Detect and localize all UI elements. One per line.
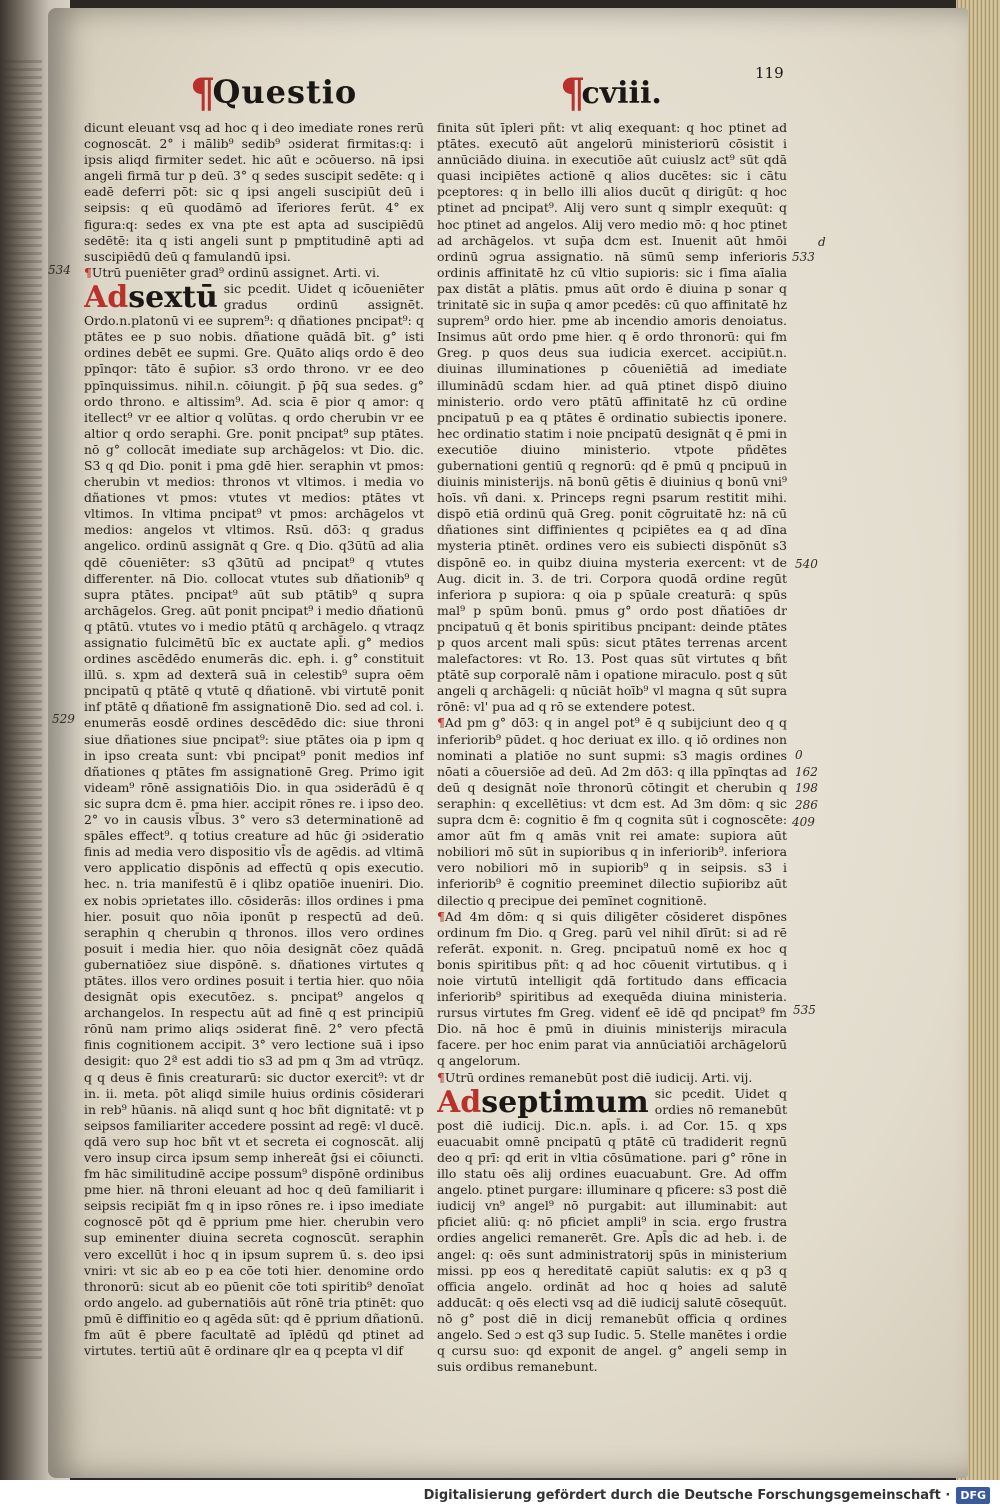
article-heading-text: Utrū pueniēter grad⁹ ordinū assignet. Arti. vi.: [91, 264, 380, 280]
margin-note-534: 534: [48, 263, 71, 277]
running-title-left-text: Questio: [212, 73, 358, 111]
margin-note-535: 535: [793, 1003, 816, 1017]
article-heading-text: Utrū ordines remanebūt post diē iudicij. Arti. vij.: [444, 1069, 753, 1085]
paragraph-text: Ad pm g° dō3: q in angel pot⁹ ē q subijciunt deo q q inferiorib⁹ pūdet. q hoc deriuat ex illo. q iō ordines non nominati a platiōe no sunt supmi: s3 magis ordines nōati a cōuersiōe ad deū. Ad 2m dō3: q illa ppīnqtas ad deū q designāt noīe thronorū cōtingit et cherubin q seraphin: q excellētius: vt dcm est. Ad 3m dōm: q sic supra dcm ē: cognitio ē fm q cognita sūt i cognoscēte: amor aūt fm q amās vnit rei amate: supiora aūt nobiliori mō sūt in supioribus q in inferiorib⁹. inferiora vero nobiliori mō in supiorib⁹ q in seipsis. s3 i inferiorib⁹ ē cognitio preeminet dilectio sup̄ioribz aūt dilectio q precipue dei pemīnet cognitionē.: [437, 715, 787, 908]
paragraph-mark-icon: ¶: [84, 264, 92, 280]
paragraph-text: sic pcedit. Uidet q ordies nō remanebūt post diē iudicij. Dic.n. apl̄s. i. ad Cor. 15. q xps euacuabit omnē pncipatū q ptātē cū tradiderit regnū deo q prī: qd erit in vltia cōsūmatione. pari g° rōne in illo statu oēs alij ordines euacuabunt. Gre. Ad offm angelo. ptinet purgare: illuminare q pficere: s3 post diē iudicij vn⁹ angel⁹ nō purgabit: aut illuminabit: aut pficiet aliū: q: nō pficiet ampli⁹ in scia. ergo frustra ordies angelici remanerēt. Gre. Apl̄s dic ad heb. i. de angel: q: oēs sunt administratorij spūs in ministerium missi. pp eos q hereditatē capiūt salutis: ex q p3 q officia angelo. ordināt ad hoc q hoies ad salutē adducāt: q oēs electi vsq ad diē iudicij salutē cōsequūt. nō g° post diē in dicij remanebūt officia q ordines angelo. Sed ɔ est q3 sup Iudic. 5. Stelle manētes i ordie q cursu suo: qd exponit de angel. g° angeli semp in suis ordibus remanebunt.: [437, 1085, 787, 1375]
margin-note-0: 0: [795, 748, 803, 762]
footer-credit: Digitalisierung gefördert durch die Deutsche Forschungsgemeinschaft ·: [423, 1487, 951, 1503]
margin-note-198: 198: [795, 781, 818, 795]
pilcrow-icon: ¶: [190, 70, 217, 117]
margin-note-286: 286: [795, 798, 818, 812]
folio-number: 119: [755, 64, 784, 82]
article-heading: [437, 1070, 787, 1086]
digitization-footer: [0, 1480, 1000, 1510]
paragraph: dicunt eleuant vsq ad hoc q i deo imediate rones rerū cognoscāt. 2° i mālib⁹ sedib⁹ ɔsiderat firmitas:q: i ipsis aliqd firmiter sedet. hic aūt e ɔcōuerso. nā ipsi angeli firmā tur p deū. 3° q sedes suscipit sedēte: q i eadē deferri pōt: sic q ipsi angeli suscipiūt deū i seipsis: q eū quodāmō ad īferiores ferūt. 4° ex figura:q: sedes ex vna pte est apta ad suscipiēdū sedētē: ita q isti angeli sunt p pmptitudinē apti ad suscipiēdū deū q famulandū ipsi.: [84, 120, 424, 264]
initial-letters: Ad: [437, 1084, 482, 1120]
paragraph: [84, 281, 424, 1359]
text-column-left: [84, 120, 424, 1410]
margin-note-533: 533: [792, 250, 815, 264]
pilcrow-icon: ¶: [560, 70, 586, 117]
running-title-center: [560, 70, 662, 117]
decorated-initial: [84, 279, 218, 315]
margin-note-409: 409: [792, 815, 815, 829]
dfg-logo-icon: DFG: [956, 1487, 990, 1504]
paragraph: finita sūt īpleri pñt: vt aliq exequant: q hoc ptinet ad ptātes. executō aūt angelorū ministeriorū cōsistit i annūciādo diuina. in executiōe aūt cuiuslz act⁹ sūt qdā quasi incipiētes actionē q alios ducētes: sic i cātu pceptores: q in bello illi alios ducūt q dirigūt: q hoc ptinet ad pncipat⁹. Alij vero sunt q simplr exequūt: q hoc ptinet ad angelos. Alij vero medio mō: q hoc ptinet ad archāgelos. vt sup̄a dcm est. Inuenit aūt hmōi ordinū ɔgrua assignatio. nā sūmū semp inferioris ordinis affinitatē hz cū vltio supioris: sic i fīma aīalia pax distāt a plātis. pmus aūt ordo ē diuina p sonar q trinitatē sic in sup̄a q amor pcedēs: cū quo affinitatē hz suprem⁹ ordo hier. pme ab incendio amoris denoiatus. Insimus aūt ordo pme hier. q ē ordo thronorū: qui fm Greg. p quos deus sua iudicia exercet. accipiūt.n. diuinas illuminationes p cōueniētiā ad imediate illuminādū scdam hier. ad quā ptinet dispō diuino ministerio. ordo vero ptātū affinitatē hz cū ordine pncipatuū p ea q ptātes ē ordinatio subiectis iponere. hec ordinatio statim i noie pncipatū designāt q ē pmi in executiōe diuino ministerio. vtpote pñdētes gubernationi gentiū q regnorū: qd ē pmū q pncipuū in diuinis ministerijs. nā bonū gētis ē diuinius q bonū vni⁹ hoīs. vñ dani. x. Princeps regni psarum restitit mihi. dispō etiā ordinū quā Greg. ponit cōgruitatē hz: nā cū dñationes sint diffinientes q pcipiētes ea q ad dīna mysteria ptinēt. ordines vero eis subiecti dispōnūt s3 dispōnē eo. in quibz diuina mysteria exercent: vt de Aug. dicit in. 3. de tri. Corpora quodā ordine regūt inferiora p supiora: q oia p spūale creaturā: q spūs mal⁹ p spūm bonū. pmus g° ordo post dñatiōes dr pncipatuū q ēt bonis spiritibus pncipant: deinde ptātes p quos arcent mali spūs: sicut ptātes terrenas arcent malefactores: vt Ro. 13. Post quas sūt virtutes q bñt ptātē sup corporalē nām i opatione miraculo. post q sūt angeli q archāgeli: q nūciāt hoīb⁹ vl magna q sūt supra rōnē: vl' pua ad q rō se extendere potest.: [437, 120, 787, 715]
paragraph: [437, 1086, 787, 1376]
paragraph-mark-icon: ¶: [437, 1069, 445, 1085]
margin-note-540: 540: [795, 557, 818, 571]
paragraph-text: sic pcedit. Uidet q icōueniēter gradus ordinū assignēt. Ordo.n.platonū vi ee suprem⁹: q dñationes pncipat⁹: q ptātes ee p suo nobis. dñatione quādā bīt. g° isti ordines debēt ee supmi. Gre. Quāto aliqs ordo ē deo ppīnqor: tāto ē sup̄ior. s3 ordo throno. vr ee deo ppīnquissimus. nihil.n. cōiungit. p̄ p̄q̄ sua sedes. g° ordo throno. e altissim⁹. Ad. scia ē pior q amor: q itellect⁹ vr ee altior q volūtas. q ordo cherubin vr ee altior q ordo seraphi. Gre. ponit pncipat⁹ sup ptātes. nō g° collocāt imediate sup archāgelos: vt Dio. dic. S3 q qd Dio. ponit i pma gdē hier. seraphin vt pmos: cherubin vt medios: thronos vt vltimos. i media vo dñationes vt pmos: vtutes vt medios: ptātes vt vltimos. In vltima pncipat⁹ vt pmos: archāgelos vt medios: angelos vt vltimos. Rsū. dō3: q gradus angelico. ordinū assignāt q Gre. q Dio. q3ūtū ad alia qdē cōueniēter: s3 q3ūtū ad pncipat⁹ q vtutes differenter. nā Dio. collocat vtutes sub dñationib⁹ q supra ptātes. pncipat⁹ aūt sub ptātib⁹ q supra archāgelos. Greg. aūt ponit pncipat⁹ i medio dñationū q ptātū. vtutes vo i medio ptātū q archāgelo. q vtraqz assignatio fulcimētū bīc ex auctate apl̄i. g° medios ordines ascēdēdo enumerās dic. eph. i. g° constituit illū. s. xpm ad dexterā suā in celestib⁹ supra oēm pncipatū q ptātē q vtutē q dñationē. vbi virtutē ponit inf ptātē q dñationē fm assignationē Dio. sed ad col. i. enumerās eosdē ordines descēdēdo dic: siue throni siue dñationes siue pncipat⁹: siue ptātes oia p ipm q in ipso creata sunt: vbi pncipat⁹ ponit medios inf dñationes q ptātes fm assignationē Greg. Primo igit videam⁹ rōnē assignatiōis Dio. in qua ɔsiderādū ē q sic supra dcm ē. pma hier. accipit rōnes re. i ipso deo. 2° vo in causis vl̄bus. 3° vero s3 determinationē ad spāles effect⁹. q totius creature ad hūc ḡi ɔsideratio finis ad media vero dispositio vl̄s de agēdis. ad vltimā vero applicatio dispōnis ad effectū q opis executio. hec. n. tria manifestū ē i qlibz opatiōe inueniri. Dio. ex nobis ɔprietates illo. cōsiderās: illos ordines i pma hier. posuit quo nōia iponūt p respectū ad deū. seraphin q cherubin q thronos. illos vero ordines posuit i media hier. quo nōia designāt cōez quādā gubernatiōez siue dispōnē. s. dñationes virtutes q ptātes. illos vero ordines posuit i tertia hier. quo nōia designāt opis executōez. s. pncipat⁹ angelos q archangelos. In respectu aūt ad finē q est principiū rōnū nam primo aliqs ɔsiderat finē. 2° vero pfectā finis cognitionem accipit. 3° vero lectione suā i ipso desigit: quo 2ª est addi tio s3 ad pm q 3m ad vtrūqz. q q deus ē finis creaturarū: sic ductor exercit⁹: vt dr in. ii. meta. pōt aliqd simile huius ordinis cōsiderari in reb⁹ hūanis. nā aliqd sunt q hoc bñt dignitatē: vt p seipsos familiariter accedere possint ad regē: vl ducē. qdā vero sup hoc bñt vt et secreta ei cognoscāt. alij vero insup circa ipsum semp inhereāt ḡsi ei cōiuncti. fm hāc similitudinē accipe possum⁹ dispōnē ordinibus pme hier. nā throni eleuant ad hoc q deū familiarit i seipsis recipiāt fm q in ipso rōnes re. i ipso imediate cognoscē pōt qd ē pprium pme hier. cherubin vero sup eminenter diuina secreta cognoscūt. seraphin vero excellūt i hoc q in ipsum suprem ū. s. deo ipsi vniri: vt sic ab eo p ea cōe toti hier. denomine ordo thronorū: sicut ab eo pūenit cōe toti spiritib⁹ denoīat ordo angelo. ad gubernatiōis aūt rōnē tria ptinēt: quo pmū ē diffinitio eo q agēda sūt: qd ē pprium dñationū. fm aūt ē pbere facultatē ad īplēdū qd ptinet ad virtutes. tertiū aūt ē ordinare qlr ea q pcepta vl dif: [84, 280, 424, 1359]
text-column-right: [437, 120, 787, 1410]
running-title-left: [190, 70, 357, 117]
paragraph: [437, 909, 787, 1070]
margin-note-529: 529: [52, 712, 75, 726]
decorated-initial: [437, 1084, 649, 1120]
paragraph-mark-icon: ¶: [437, 715, 445, 731]
left-page-text-bleed: [2, 60, 42, 1360]
margin-note-d: d: [818, 235, 826, 249]
paragraph-mark-icon: ¶: [437, 908, 445, 924]
margin-note-162: 162: [795, 765, 818, 779]
article-heading: [84, 265, 424, 281]
initial-word-rest: sextū: [128, 279, 218, 315]
initial-word-rest: septimum: [481, 1084, 649, 1120]
initial-letters: Ad: [84, 279, 129, 315]
paragraph: [437, 715, 787, 908]
running-title-center-text: cviii.: [581, 76, 662, 111]
paragraph-text: Ad 4m dōm: q si quis diligēter cōsideret dispōnes ordinum fm Dio. q Greg. parū vel nihil dīrūt: si ad rē referāt. exponit. n. Greg. pncipatuū nomē ex hoc q bonis spiritibus pñt: q ad hoc cōuenit virtutibus. q i noie virtutū intelligit qdā fortitudo dans efficacia inferiorib⁹ spiritibus ad exequēda diuina ministeria. rursus virtutes fm Greg. videnť eē idē qd pncipat⁹ fm Dio. nā hoc ē pmū in diuinis ministerijs miracula facere. per hoc enim parat via annūciatiōi archāgelorū q angelorum.: [437, 908, 787, 1069]
